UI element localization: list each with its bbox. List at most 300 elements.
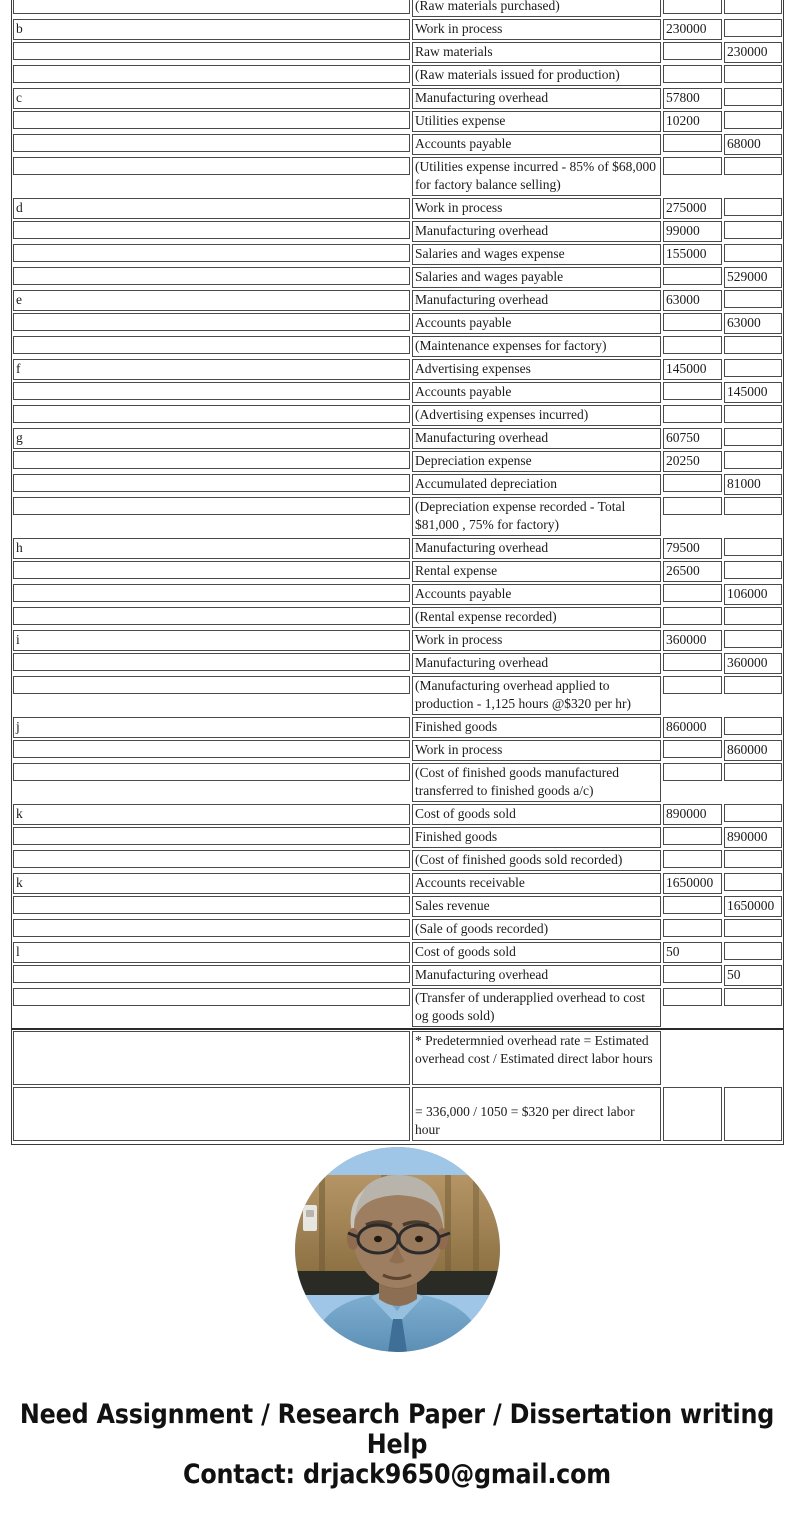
account-text: Manufacturing overhead <box>412 290 661 311</box>
credit-amount <box>724 451 782 469</box>
account-text: Advertising expenses <box>412 359 661 380</box>
cell-ref <box>12 0 411 18</box>
cell-account <box>411 156 662 197</box>
credit-amount <box>724 1087 782 1141</box>
cell-debit <box>662 312 723 335</box>
ref-text <box>13 827 410 845</box>
cell-account <box>411 473 662 496</box>
journal-row <box>12 404 783 427</box>
cell-credit <box>723 803 783 826</box>
cell-credit <box>723 918 783 941</box>
cell-debit <box>662 918 723 941</box>
debit-amount: 860000 <box>663 717 722 738</box>
cell-ref <box>12 739 411 762</box>
cell-ref <box>12 110 411 133</box>
cell-credit <box>723 987 783 1028</box>
credit-amount <box>724 873 782 891</box>
journal-row <box>12 473 783 496</box>
amounts-merged-blank <box>663 1031 782 1085</box>
ref-text <box>13 607 410 625</box>
cell-account <box>411 675 662 716</box>
cell-debit <box>662 537 723 560</box>
cell-ref <box>12 537 411 560</box>
cell-account <box>411 987 662 1028</box>
ref-text <box>13 584 410 602</box>
cell-debit <box>662 18 723 41</box>
journal-row <box>12 289 783 312</box>
cell-ref <box>12 606 411 629</box>
credit-amount: 529000 <box>724 267 782 288</box>
debit-amount <box>663 676 722 694</box>
credit-amount <box>724 244 782 262</box>
cell-credit <box>723 849 783 872</box>
debit-amount <box>663 336 722 354</box>
cell-account <box>411 110 662 133</box>
cell-credit <box>723 18 783 41</box>
ref-text <box>13 0 410 14</box>
credit-amount: 1650000 <box>724 896 782 917</box>
journal-row <box>12 652 783 675</box>
debit-amount: 63000 <box>663 290 722 311</box>
debit-amount: 79500 <box>663 538 722 559</box>
journal-row <box>12 918 783 941</box>
account-text: * Predetermnied overhead rate = Estimated overhead cost / Estimated direct labor hours <box>412 1031 661 1085</box>
debit-amount <box>663 607 722 625</box>
cell-debit <box>662 739 723 762</box>
cell-credit <box>723 110 783 133</box>
credit-amount: 68000 <box>724 134 782 155</box>
cell-debit <box>662 266 723 289</box>
ref-text <box>13 497 410 515</box>
cell-credit <box>723 652 783 675</box>
ref-text: k <box>13 804 410 825</box>
cell-credit <box>723 220 783 243</box>
debit-amount: 1650000 <box>663 873 722 894</box>
debit-amount: 10200 <box>663 111 722 132</box>
cell-account <box>411 629 662 652</box>
cell-ref <box>12 41 411 64</box>
debit-amount <box>663 474 722 492</box>
cell-debit <box>662 987 723 1028</box>
cell-account <box>411 381 662 404</box>
cell-credit <box>723 716 783 739</box>
cell-account <box>411 849 662 872</box>
journal-row <box>12 18 783 41</box>
account-text: Salaries and wages expense <box>412 244 661 265</box>
debit-amount <box>663 988 722 1006</box>
account-text: Manufacturing overhead <box>412 653 661 674</box>
journal-row <box>12 41 783 64</box>
ref-text <box>13 313 410 331</box>
credit-amount <box>724 561 782 579</box>
cell-debit <box>662 762 723 803</box>
ref-text: c <box>13 88 410 109</box>
ref-text: g <box>13 428 410 449</box>
journal-row <box>12 560 783 583</box>
cell-ref <box>12 629 411 652</box>
cell-debit <box>662 87 723 110</box>
journal-row <box>12 872 783 895</box>
cell-account <box>411 289 662 312</box>
account-text: Raw materials <box>412 42 661 63</box>
cell-ref <box>12 450 411 473</box>
cell-account <box>411 358 662 381</box>
cell-account <box>411 404 662 427</box>
cell-account <box>411 941 662 964</box>
account-text: (Transfer of underapplied overhead to cost og goods sold) <box>412 988 661 1027</box>
journal-row <box>12 197 783 220</box>
cell-debit <box>662 583 723 606</box>
journal-row <box>12 156 783 197</box>
ref-text: f <box>13 359 410 380</box>
debit-amount <box>663 313 722 331</box>
journal-row <box>12 450 783 473</box>
cell-debit <box>662 652 723 675</box>
cell-credit <box>723 583 783 606</box>
avatar-photo-illustration <box>295 1147 500 1352</box>
credit-amount <box>724 988 782 1006</box>
account-text: Accounts payable <box>412 382 661 403</box>
account-text: (Rental expense recorded) <box>412 607 661 628</box>
credit-amount <box>724 336 782 354</box>
account-text: Manufacturing overhead <box>412 428 661 449</box>
journal-row <box>12 220 783 243</box>
cell-credit <box>723 64 783 87</box>
journal-row <box>12 826 783 849</box>
debit-amount <box>663 65 722 83</box>
debit-amount <box>663 740 722 758</box>
cell-debit <box>662 64 723 87</box>
ref-text <box>13 740 410 758</box>
credit-amount <box>724 88 782 106</box>
debit-amount: 50 <box>663 942 722 963</box>
cell-account <box>411 716 662 739</box>
cell-ref <box>12 243 411 266</box>
cell-debit <box>662 560 723 583</box>
cell-debit <box>662 220 723 243</box>
credit-amount <box>724 19 782 37</box>
debit-amount <box>663 134 722 152</box>
credit-amount <box>724 405 782 423</box>
debit-amount <box>663 763 722 781</box>
journal-row <box>12 964 783 987</box>
cell-ref <box>12 381 411 404</box>
journal-row <box>12 716 783 739</box>
ref-text <box>13 382 410 400</box>
cell-ref <box>12 941 411 964</box>
ref-text <box>13 474 410 492</box>
cell-account <box>411 18 662 41</box>
cell-debit <box>662 358 723 381</box>
journal-row <box>12 739 783 762</box>
promo-block <box>0 1400 794 1490</box>
cell-credit <box>723 197 783 220</box>
account-text: (Cost of finished goods manufactured transferred to finished goods a/c) <box>412 763 661 802</box>
account-text: (Manufacturing overhead applied to production - 1,125 hours @$320 per hr) <box>412 676 661 715</box>
promo-line-2: Contact: drjack9650@gmail.com <box>183 1459 611 1490</box>
debit-amount <box>663 965 722 983</box>
account-text: Manufacturing overhead <box>412 965 661 986</box>
debit-amount: 230000 <box>663 19 722 40</box>
credit-amount <box>724 497 782 515</box>
cell-account <box>411 918 662 941</box>
credit-amount <box>724 804 782 822</box>
account-text: Work in process <box>412 19 661 40</box>
cell-debit <box>662 450 723 473</box>
cell-ref <box>12 675 411 716</box>
cell-account <box>411 64 662 87</box>
cell-ref <box>12 133 411 156</box>
debit-amount: 26500 <box>663 561 722 582</box>
cell-credit <box>723 312 783 335</box>
debit-amount <box>663 0 722 14</box>
credit-amount <box>724 763 782 781</box>
cell-debit <box>662 964 723 987</box>
debit-amount <box>663 497 722 515</box>
debit-amount <box>663 405 722 423</box>
account-text: Rental expense <box>412 561 661 582</box>
cell-ref <box>12 652 411 675</box>
cell-debit <box>662 941 723 964</box>
cell-credit <box>723 87 783 110</box>
cell-ref <box>12 762 411 803</box>
account-text: Accounts payable <box>412 584 661 605</box>
debit-amount <box>663 850 722 868</box>
credit-amount <box>724 111 782 129</box>
credit-amount <box>724 198 782 216</box>
credit-amount <box>724 717 782 735</box>
ref-text: i <box>13 630 410 651</box>
cell-debit <box>662 629 723 652</box>
account-text: Work in process <box>412 630 661 651</box>
cell-ref <box>12 803 411 826</box>
cell-ref <box>12 849 411 872</box>
cell-debit <box>662 156 723 197</box>
cell-account <box>411 220 662 243</box>
journal-row <box>12 243 783 266</box>
journal-row <box>12 1086 783 1144</box>
journal-row <box>12 606 783 629</box>
cell-ref <box>12 560 411 583</box>
journal-row <box>12 762 783 803</box>
journal-row <box>12 64 783 87</box>
cell-credit <box>723 335 783 358</box>
cell-credit <box>723 560 783 583</box>
cell-account <box>411 266 662 289</box>
cell-credit <box>723 826 783 849</box>
account-text: Work in process <box>412 198 661 219</box>
cell-credit <box>723 496 783 537</box>
cell-ref <box>12 1028 411 1086</box>
cell-account <box>411 41 662 64</box>
cell-account <box>411 964 662 987</box>
cell-debit <box>662 872 723 895</box>
cell-ref <box>12 335 411 358</box>
cell-debit <box>662 716 723 739</box>
cell-credit <box>723 0 783 18</box>
ref-text <box>13 896 410 914</box>
journal-row <box>12 496 783 537</box>
journal-row <box>12 803 783 826</box>
cell-ref <box>12 826 411 849</box>
ref-text <box>13 965 410 983</box>
cell-debit <box>662 197 723 220</box>
cell-account <box>411 427 662 450</box>
ref-text: h <box>13 538 410 559</box>
cell-credit <box>723 381 783 404</box>
account-text: Manufacturing overhead <box>412 88 661 109</box>
cell-credit <box>723 739 783 762</box>
account-text: Cost of goods sold <box>412 804 661 825</box>
account-text: Cost of goods sold <box>412 942 661 963</box>
account-text: Finished goods <box>412 717 661 738</box>
cell-debit <box>662 849 723 872</box>
debit-amount: 890000 <box>663 804 722 825</box>
cell-ref <box>12 289 411 312</box>
cell-ref <box>12 473 411 496</box>
credit-amount: 81000 <box>724 474 782 495</box>
journal-row <box>12 0 783 18</box>
journal-row <box>12 629 783 652</box>
cell-credit <box>723 243 783 266</box>
debit-amount <box>663 896 722 914</box>
cell-ref <box>12 197 411 220</box>
cell-credit <box>723 872 783 895</box>
cell-credit <box>723 289 783 312</box>
journal-row <box>12 895 783 918</box>
credit-amount <box>724 607 782 625</box>
debit-amount <box>663 584 722 602</box>
ref-text <box>13 221 410 239</box>
cell-ref <box>12 220 411 243</box>
account-text: (Maintenance expenses for factory) <box>412 336 661 357</box>
credit-amount <box>724 676 782 694</box>
journal-row <box>12 312 783 335</box>
cell-account <box>411 560 662 583</box>
cell-debit <box>662 675 723 716</box>
ref-text <box>13 267 410 285</box>
ref-text: b <box>13 19 410 40</box>
cell-debit <box>662 0 723 18</box>
cell-account <box>411 652 662 675</box>
ref-text <box>13 763 410 781</box>
journal-row <box>12 133 783 156</box>
debit-amount: 60750 <box>663 428 722 449</box>
cell-credit <box>723 450 783 473</box>
account-text: Finished goods <box>412 827 661 848</box>
journal-row <box>12 427 783 450</box>
cell-credit <box>723 675 783 716</box>
account-text: Manufacturing overhead <box>412 221 661 242</box>
cell-debit <box>662 335 723 358</box>
cell-ref <box>12 156 411 197</box>
account-text: (Raw materials purchased) <box>412 0 661 17</box>
credit-amount: 230000 <box>724 42 782 63</box>
debit-amount <box>663 157 722 175</box>
debit-amount: 20250 <box>663 451 722 472</box>
cell-credit <box>723 133 783 156</box>
cell-account <box>411 496 662 537</box>
credit-amount <box>724 428 782 446</box>
cell-account <box>411 537 662 560</box>
ref-text <box>13 42 410 60</box>
journal-entries-table <box>11 0 784 1145</box>
cell-credit <box>723 156 783 197</box>
cell-credit <box>723 41 783 64</box>
avatar <box>295 1147 500 1352</box>
cell-ref <box>12 18 411 41</box>
cell-debit <box>662 110 723 133</box>
debit-amount: 99000 <box>663 221 722 242</box>
debit-amount: 275000 <box>663 198 722 219</box>
credit-amount: 860000 <box>724 740 782 761</box>
journal-row <box>12 987 783 1028</box>
cell-account <box>411 739 662 762</box>
cell-ref <box>12 427 411 450</box>
cell-debit <box>662 496 723 537</box>
cell-account <box>411 197 662 220</box>
journal-entries-table-wrapper <box>11 0 784 1145</box>
ref-text <box>13 244 410 262</box>
account-text: Salaries and wages payable <box>412 267 661 288</box>
account-text: = 336,000 / 1050 = $320 per direct labor hour <box>412 1087 661 1141</box>
journal-row <box>12 537 783 560</box>
credit-amount: 360000 <box>724 653 782 674</box>
cell-ref <box>12 64 411 87</box>
cell-ref <box>12 895 411 918</box>
ref-text: e <box>13 290 410 311</box>
cell-account <box>411 87 662 110</box>
ref-text <box>13 157 410 175</box>
cell-debit <box>662 41 723 64</box>
cell-account <box>411 1028 662 1086</box>
cell-account <box>411 583 662 606</box>
credit-amount: 106000 <box>724 584 782 605</box>
credit-amount <box>724 0 782 14</box>
ref-text: l <box>13 942 410 963</box>
promo-line-1: Need Assignment / Research Paper / Dissertation writing Help <box>19 1399 775 1460</box>
ref-text <box>13 336 410 354</box>
cell-credit <box>723 629 783 652</box>
credit-amount <box>724 630 782 648</box>
ref-text <box>13 850 410 868</box>
ref-text <box>13 405 410 423</box>
debit-amount: 57800 <box>663 88 722 109</box>
credit-amount <box>724 221 782 239</box>
cell-credit <box>723 537 783 560</box>
account-text: (Utilities expense incurred - 85% of $68,000 for factory balance selling) <box>412 157 661 196</box>
debit-amount: 155000 <box>663 244 722 265</box>
credit-amount <box>724 65 782 83</box>
cell-credit <box>723 895 783 918</box>
credit-amount <box>724 290 782 308</box>
account-text: (Sale of goods recorded) <box>412 919 661 940</box>
ref-text <box>13 111 410 129</box>
cell-credit <box>723 358 783 381</box>
journal-table-body <box>12 0 783 1144</box>
cell-debit <box>662 606 723 629</box>
account-text: Work in process <box>412 740 661 761</box>
ref-text: k <box>13 873 410 894</box>
journal-row <box>12 87 783 110</box>
cell-account <box>411 606 662 629</box>
cell-ref <box>12 358 411 381</box>
cell-ref <box>12 918 411 941</box>
account-text: Utilities expense <box>412 111 661 132</box>
debit-amount <box>663 919 722 937</box>
cell-credit <box>723 427 783 450</box>
account-text: Accounts payable <box>412 313 661 334</box>
